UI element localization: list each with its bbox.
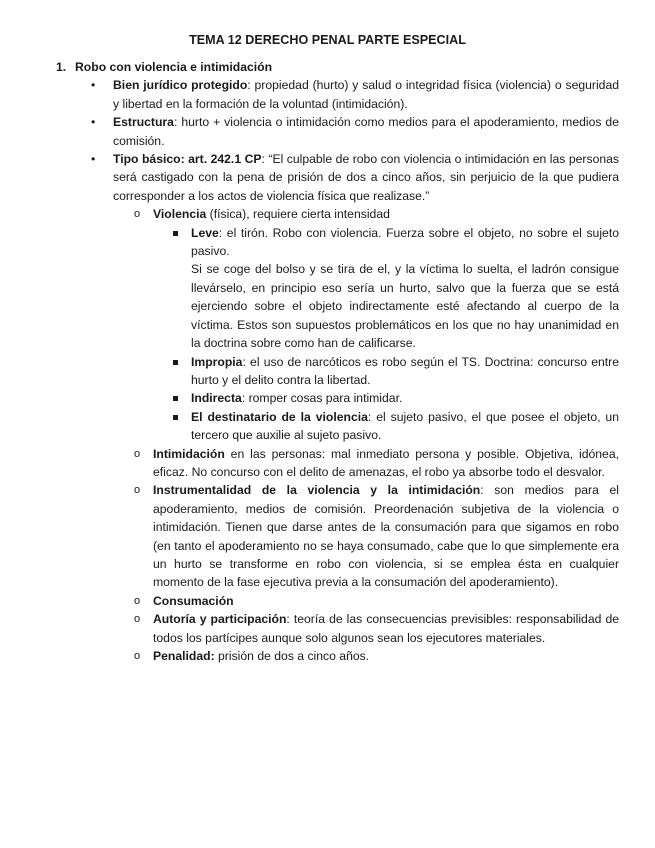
- text-penalidad: prisión de dos a cinco años.: [214, 649, 370, 663]
- document-title: TEMA 12 DERECHO PENAL PARTE ESPECIAL: [189, 33, 466, 47]
- text-bien-juridico: : propiedad (hurto) y salud o integridad física (violencia) o seguridad y libertad en la formación de la voluntad (intimidación).: [113, 78, 619, 111]
- term-leve: Leve: [191, 225, 219, 240]
- term-destinatario: El destinatario de la violencia: [191, 409, 368, 424]
- subsub-item-indirecta: [191, 389, 619, 407]
- bullet-estructura: [113, 113, 619, 150]
- subsub-item-impropia: [191, 353, 619, 390]
- sub-item-intimidacion: [153, 445, 619, 482]
- sub-item-instrumentalidad: [153, 481, 619, 591]
- term-consumacion: Consumación: [153, 593, 234, 608]
- term-indirecta: Indirecta: [191, 391, 242, 406]
- text-tipo-basico: : “El culpable de robo con violencia o intimidación en las personas será castigado con la pena de prisión de dos a cinco años, sin perjuicio de la que pudiera corresponder a los actos de violencia física que realizase.”: [113, 152, 619, 203]
- text-leve: : el tirón. Robo con violencia. Fuerza sobre el objeto, no sobre el sujeto pasivo.: [191, 225, 619, 259]
- sub-item-autoria: [153, 610, 619, 647]
- term-tipo-basico: Tipo básico: art. 242.1 CP: [113, 152, 262, 167]
- main-bullet-list: [113, 76, 619, 665]
- text-impropia: : el uso de narcóticos es robo según el TS. Doctrina: concurso entre hurto y el delito contra la libertad.: [191, 354, 619, 387]
- section-heading-text: Robo con violencia e intimidación: [75, 60, 273, 74]
- term-autoria: Autoría y participación: [153, 612, 287, 627]
- term-intimidacion: Intimidación: [153, 446, 225, 461]
- bullet-bien-juridico: [113, 76, 619, 113]
- sub-item-penalidad: [153, 647, 619, 665]
- text-estructura: : hurto + violencia o intimidación como medios para el apoderamiento, medios de comisión.: [113, 115, 619, 148]
- text-destinatario: : el sujeto pasivo, el que posee el objeto, un tercero que auxilie al sujeto pasivo.: [191, 409, 619, 443]
- text-autoria: : teoría de las consecuencias previsibles: responsabilidad de todos los partícipes aunque solo algunos sean los ejecutores materiales.: [153, 612, 619, 645]
- section-number: 1.: [56, 60, 67, 74]
- term-instrumentalidad: Instrumentalidad de la violencia y la intimidación: [153, 483, 481, 498]
- term-bien-juridico: Bien jurídico protegido: [113, 78, 248, 93]
- subsub-item-destinatario: [191, 408, 619, 445]
- term-penalidad: Penalidad:: [153, 649, 215, 663]
- text-instrumentalidad: : son medios para el apoderamiento, medios de comisión. Preordenación subjetiva de la violencia o intimidación. Tienen que darse antes de la consumación para que sigamos en robo (en tanto el apoderamiento no se haya consumado, cabe que lo que simplemente era un hurto se transforme en robo con violencia, si se emplea ésta en cualquier momento de la fase ejecutiva previa a la consumación del apoderamiento).: [153, 483, 620, 590]
- paragraph-leve-example: Si se coge del bolso y se tira de el, y la víctima lo suelta, el ladrón consigue llevárselo, en principio eso sería un hurto, salvo que la fuerza que se está ejerciendo sobre el objeto indirectamente esté afectando al cuerpo de la víctima. Estos son supuestos problemáticos en los que no hay unanimidad en la doctrina sobre como han de calificarse.: [191, 262, 619, 351]
- sub-list-violencia: [191, 224, 619, 445]
- sub-item-consumacion: [153, 592, 619, 610]
- text-indirecta: : romper cosas para intimidar.: [241, 391, 403, 406]
- section-heading: [56, 58, 626, 76]
- text-violencia: (física), requiere cierta intensidad: [206, 207, 390, 222]
- term-impropia: Impropia: [191, 354, 243, 369]
- term-estructura: Estructura: [113, 115, 174, 130]
- section-robo: [56, 58, 626, 665]
- text-intimidacion: en las personas: mal inmediato persona y posible. Objetiva, idónea, eficaz. No concurso con el delito de amenazas, el robo ya absorbe todo el desvalor.: [153, 446, 619, 479]
- bullet-tipo-basico: [113, 150, 619, 665]
- sub-item-violencia: [153, 205, 619, 444]
- term-violencia: Violencia: [153, 207, 207, 222]
- subsub-item-leve: [191, 224, 619, 353]
- sub-list-tipo-basico: [153, 205, 619, 665]
